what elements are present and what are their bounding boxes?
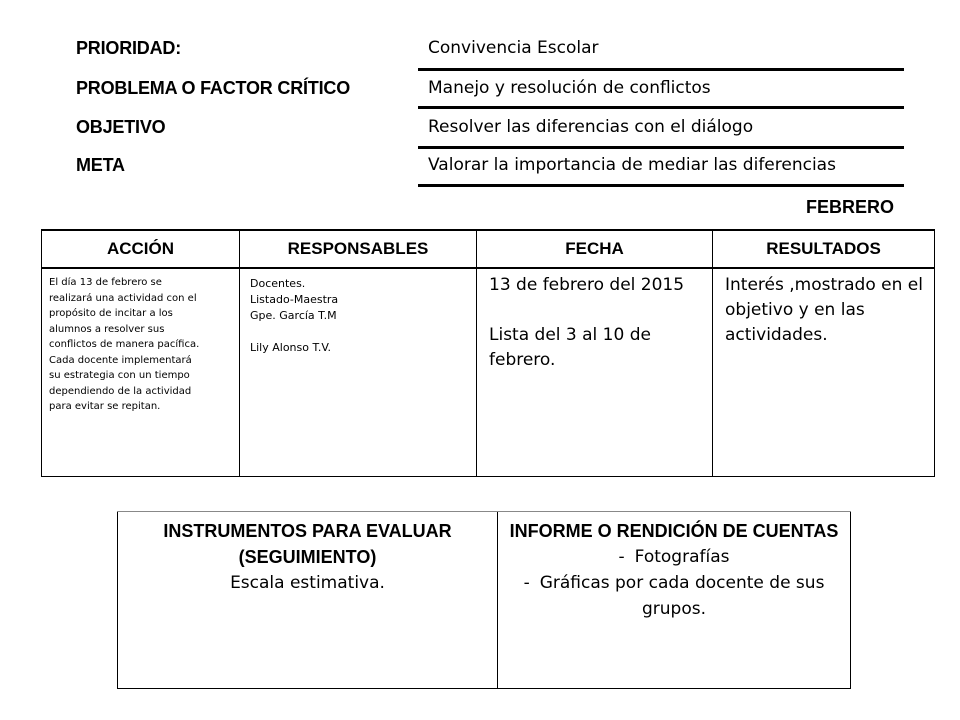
- informe-cell: [498, 512, 851, 689]
- accion-line: su estrategia con un tiempo: [49, 370, 190, 381]
- accion-line: propósito de incitar a los: [49, 308, 173, 319]
- meta-label: META: [76, 155, 125, 175]
- accion-line: dependiendo de la actividad: [49, 385, 192, 397]
- informe-title: INFORME O RENDICIÓN DE CUENTAS: [509, 521, 839, 541]
- list-item: [504, 544, 844, 570]
- resultados-text: Interés ,mostrado en el objetivo y en las actividades.: [725, 275, 923, 345]
- problema-label: PROBLEMA O FACTOR CRÍTICO: [76, 78, 351, 98]
- column-header-accion: ACCIÓN: [42, 230, 240, 268]
- prioridad-label: PRIORIDAD:: [76, 38, 181, 58]
- responsable-line: [250, 324, 468, 340]
- informe-item-photos: Fotografías: [634, 547, 730, 567]
- fecha-cell: [477, 268, 713, 477]
- informe-item-graphs: Gráficas por cada docente de sus grupos.: [539, 573, 825, 619]
- accion-cell: [42, 268, 240, 477]
- accion-line: realizará una actividad con el: [49, 292, 197, 304]
- table-row: [42, 268, 935, 477]
- column-header-responsables: RESPONSABLES: [240, 230, 477, 268]
- responsable-line: Listado-Maestra: [250, 293, 339, 306]
- month-label: FEBRERO: [805, 197, 894, 217]
- prioridad-value: Convivencia Escolar: [428, 38, 599, 58]
- action-plan-table: [41, 229, 935, 477]
- accion-line: para evitar se repitan.: [49, 401, 161, 412]
- divider: [418, 68, 904, 71]
- instrumentos-value: Escala estimativa.: [230, 573, 385, 593]
- accion-line: Cada docente implementará: [49, 354, 192, 366]
- dash-bullet: -: [618, 547, 625, 567]
- accion-line: alumnos a resolver sus: [49, 323, 165, 335]
- objetivo-label: OBJETIVO: [76, 117, 166, 137]
- accion-line: El día 13 de febrero se: [49, 277, 162, 288]
- meta-value: Valorar la importancia de mediar las diferencias: [428, 155, 836, 175]
- list-item: [504, 570, 844, 622]
- responsable-line: Docentes.: [250, 277, 306, 290]
- responsable-line: Gpe. García T.M: [250, 309, 337, 322]
- divider: [418, 146, 904, 149]
- instrumentos-cell: [118, 512, 498, 689]
- fecha-date: 13 de febrero del 2015: [489, 275, 685, 295]
- responsables-cell: [240, 268, 477, 477]
- objetivo-value: Resolver las diferencias con el diálogo: [428, 117, 754, 137]
- responsable-line: Lily Alonso T.V.: [250, 341, 332, 354]
- instrumentos-title: INSTRUMENTOS PARA EVALUAR (SEGUIMIENTO): [163, 521, 452, 567]
- resultados-cell: [713, 268, 935, 477]
- problema-value: Manejo y resolución de conflictos: [428, 78, 711, 98]
- dash-bullet: -: [523, 573, 530, 593]
- divider: [418, 106, 904, 109]
- table-row: [118, 512, 851, 689]
- column-header-resultados: RESULTADOS: [713, 230, 935, 268]
- evaluation-table: [117, 512, 851, 689]
- table-header-row: [42, 230, 935, 268]
- accion-line: conflictos de manera pacífica.: [49, 339, 200, 350]
- column-header-fecha: FECHA: [477, 230, 713, 268]
- divider: [418, 184, 904, 187]
- fecha-list: Lista del 3 al 10 de febrero.: [489, 325, 651, 370]
